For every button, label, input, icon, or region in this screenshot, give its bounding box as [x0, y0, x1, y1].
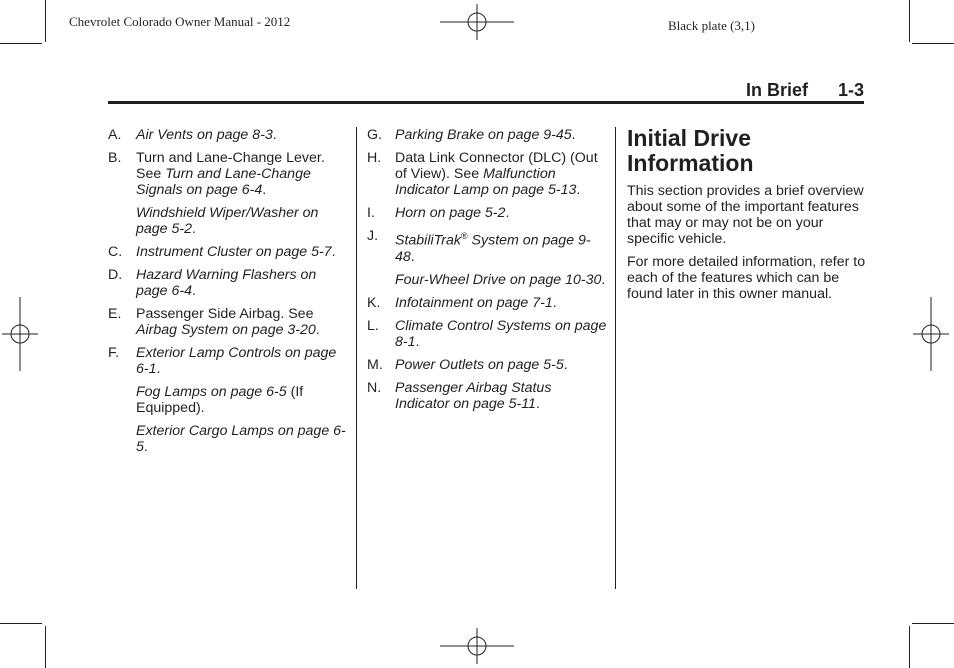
- column-divider: [356, 127, 357, 589]
- callout-letter: D.: [108, 267, 123, 283]
- callout-item: [367, 295, 607, 311]
- page-reference: Passenger Airbag Status Indicator on page 5-11: [395, 379, 552, 412]
- callout-item: [108, 267, 348, 299]
- crop-mark: [912, 623, 954, 624]
- callout-text: .: [601, 271, 606, 288]
- callout-list-middle: [367, 127, 607, 419]
- callout-letter: G.: [367, 127, 382, 143]
- callout-subitem: [395, 272, 607, 288]
- callout-letter: F.: [108, 345, 120, 361]
- page-reference: Hazard Warning Flashers on page 6-4: [136, 267, 317, 299]
- callout-text: .: [576, 182, 581, 198]
- callout-text: Data Link Connector (DLC) (Out of View). See: [395, 150, 598, 182]
- page-reference: Horn on page 5-2: [395, 205, 506, 221]
- registration-mark-top: [440, 4, 514, 40]
- callout-text: .: [505, 205, 510, 221]
- callout-subitem: [136, 423, 348, 455]
- callout-item: [108, 345, 348, 377]
- crop-mark: [45, 0, 46, 42]
- page-reference: Climate Control Systems on page 8-1: [395, 317, 607, 350]
- column-divider: [615, 127, 616, 589]
- callout-item: [367, 127, 607, 143]
- registration-mark-left: [2, 297, 38, 371]
- section-title: Initial Drive Information: [627, 125, 754, 176]
- callout-letter: N.: [367, 379, 382, 396]
- crop-mark: [0, 43, 42, 44]
- callout-item: [367, 205, 607, 221]
- section-name: In Brief: [745, 80, 808, 100]
- callout-text: .: [535, 395, 540, 412]
- callout-letter: K.: [367, 294, 381, 311]
- crop-mark: [909, 0, 910, 42]
- plate-title: Chevrolet Colorado Owner Manual - 2012: [69, 14, 291, 29]
- callout-item: [108, 306, 348, 338]
- callout-item: [108, 244, 348, 260]
- callout-item: [367, 380, 607, 412]
- callout-text: .: [143, 439, 148, 455]
- callout-text: .: [272, 127, 277, 143]
- page-reference: Fog Lamps on page 6-5: [136, 384, 287, 400]
- page-reference: StabiliTrak: [395, 232, 461, 249]
- callout-text: Turn and Lane-Change Lever. See: [136, 150, 325, 182]
- callout-letter: C.: [108, 244, 123, 260]
- crop-mark: [912, 43, 954, 44]
- page-reference: Four-Wheel Drive on page 10-30: [395, 271, 602, 288]
- callout-text: (If Equipped).: [136, 384, 304, 416]
- callout-letter: A.: [108, 127, 122, 143]
- callout-letter: J.: [367, 228, 379, 244]
- callout-text: .: [552, 294, 557, 311]
- detail-paragraph: For more detailed information, refer to each of the features which can be found later in this owner manual.: [627, 254, 866, 302]
- callout-item: [108, 150, 348, 198]
- crop-mark: [909, 626, 910, 668]
- page-reference: Infotainment on page 7-1: [395, 294, 553, 311]
- callout-item: [367, 150, 607, 198]
- callout-letter: I.: [367, 205, 375, 221]
- callout-letter: B.: [108, 150, 122, 166]
- page-reference: Windshield Wiper/Washer on page 5-2: [136, 205, 319, 237]
- callout-text: .: [415, 333, 420, 350]
- callout-text: Passenger Side Airbag. See: [136, 306, 314, 322]
- callout-subitem: [136, 205, 348, 237]
- callout-item: [108, 127, 348, 143]
- callout-text: .: [571, 127, 576, 143]
- callout-text: .: [192, 221, 196, 237]
- page-reference: Exterior Lamp Controls on page 6-1: [136, 345, 337, 377]
- running-head: [746, 80, 864, 101]
- callout-text: .: [315, 322, 320, 338]
- registration-mark-bottom: [440, 628, 514, 664]
- page-reference: Malfunction Indicator Lamp on page 5-13: [395, 166, 577, 198]
- callout-item: [367, 318, 607, 350]
- header-rule: [108, 101, 864, 104]
- callout-text: .: [192, 283, 196, 299]
- callout-item: [367, 228, 607, 265]
- page-number: 1-3: [837, 80, 864, 100]
- page-reference: System on page 9-48: [395, 232, 591, 265]
- callout-letter: L.: [367, 317, 379, 334]
- callout-text: .: [156, 361, 161, 377]
- callout-item: [367, 357, 607, 373]
- crop-mark: [0, 623, 42, 624]
- page-reference: Instrument Cluster on page 5-7: [136, 244, 332, 260]
- registration-mark-right: [913, 297, 949, 371]
- plate-number: Black plate (3,1): [668, 18, 755, 33]
- page-reference: Turn and Lane-Change Signals on page 6-4: [136, 166, 311, 198]
- crop-mark: [45, 626, 46, 668]
- page-reference: Parking Brake on page 9-45: [395, 127, 572, 143]
- page-reference: Exterior Cargo Lamps on page 6-5: [136, 423, 346, 455]
- page-reference: Air Vents on page 8-3: [136, 127, 273, 143]
- callout-text: .: [331, 244, 336, 260]
- callout-text: .: [262, 182, 267, 198]
- callout-text: ®: [460, 231, 468, 241]
- page-reference: Airbag System on page 3-20: [136, 322, 316, 338]
- callout-text: .: [410, 248, 415, 265]
- intro-paragraph: This section provides a brief overview about some of the important features that may or may not be on your specific vehicle.: [627, 183, 864, 247]
- page-reference: Power Outlets on page 5-5: [395, 356, 564, 373]
- callout-letter: E.: [108, 306, 122, 322]
- callout-subitem: [136, 384, 348, 416]
- callout-list-left: [108, 127, 348, 462]
- callout-letter: M.: [367, 356, 383, 373]
- callout-text: .: [563, 356, 568, 373]
- callout-letter: H.: [367, 150, 382, 166]
